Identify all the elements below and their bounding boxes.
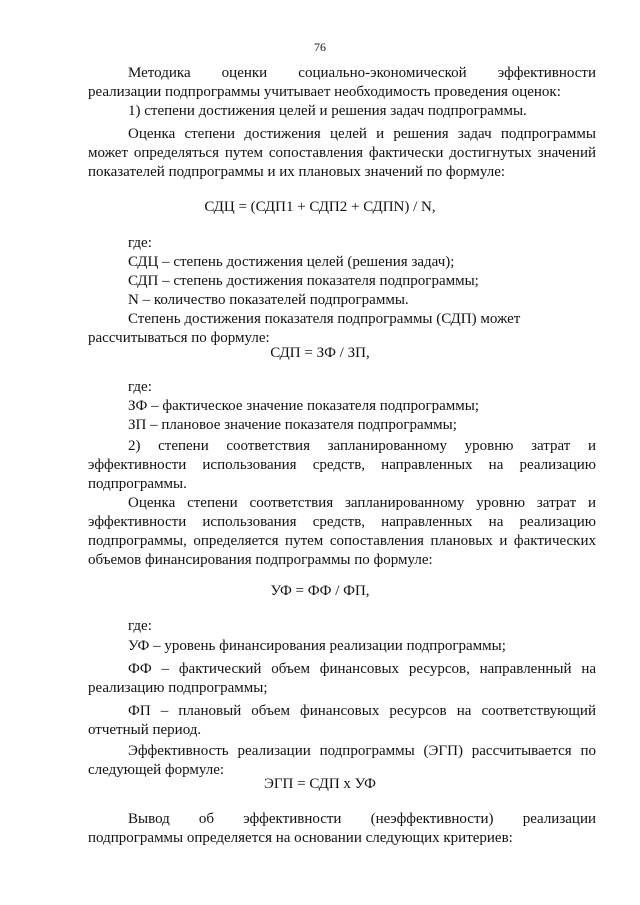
text-line: где: [128, 618, 152, 634]
text-line: подпрограммы. [88, 476, 187, 492]
formula-sdc: СДЦ = (СДП1 + СДП2 + СДПN) / N, [204, 199, 436, 215]
text-line: где: [128, 379, 152, 395]
text-line: 1) степени достижения целей и решения задач подпрограммы. [128, 103, 527, 119]
text-line: Оценка степени соответствия запланированному уровню затрат и [128, 495, 596, 511]
definition-line: ЗФ – фактическое значение показателя подпрограммы; [128, 398, 480, 414]
text-line: Вывод об эффективности (неэффективности) реализации [128, 811, 596, 827]
text-line: эффективности использования средств, направленных на реализацию [88, 457, 596, 473]
definition-line: СДЦ – степень достижения целей (решения задач); [128, 254, 455, 270]
text-line: подпрограммы, определяется путем сопоставления плановых и фактических [88, 533, 596, 549]
text-line: Эффективность реализации подпрограммы (ЭГП) рассчитывается по [128, 743, 596, 759]
text-line: где: [128, 235, 152, 251]
text-line: реализацию подпрограммы; [88, 680, 268, 696]
formula-uf: УФ = ФФ / ФП, [270, 583, 370, 599]
definition-line: ФП – плановый объем финансовых ресурсов на соответствующий [128, 703, 596, 719]
text-line: 2) степени соответствия запланированному уровню затрат и [128, 438, 596, 454]
text-line: Оценка степени достижения целей и решения задач подпрограммы [128, 126, 596, 142]
text-line: Методика оценки социально-экономической эффективности [128, 65, 596, 81]
definition-line: УФ – уровень финансирования реализации подпрограммы; [128, 638, 506, 654]
text-line: подпрограммы определяется на основании следующих критериев: [88, 830, 513, 846]
text-line: может определяться путем сопоставления фактически достигнутых значений [88, 145, 596, 161]
page-number: 76 [314, 40, 326, 54]
text-line: рассчитываться по формуле: [88, 330, 270, 346]
text-line: отчетный период. [88, 722, 202, 738]
text-line: показателей подпрограммы и их плановых значений по формуле: [88, 164, 506, 180]
text-line: следующей формуле: [88, 762, 225, 778]
text-line: объемов финансирования подпрограммы по формуле: [88, 552, 433, 568]
definition-line: ЗП – плановое значение показателя подпрограммы; [128, 417, 457, 433]
definition-line: ФФ – фактический объем финансовых ресурсов, направленный на [128, 661, 596, 677]
text-line: Степень достижения показателя подпрограммы (СДП) может [128, 311, 521, 327]
text-line: реализации подпрограммы учитывает необходимость проведения оценок: [88, 84, 561, 100]
definition-line: СДП – степень достижения показателя подпрограммы; [128, 273, 479, 289]
formula-sdp: СДП = ЗФ / ЗП, [270, 345, 370, 361]
definition-line: N – количество показателей подпрограммы. [128, 292, 409, 308]
formula-egp: ЭГП = СДП х УФ [263, 776, 377, 792]
text-line: эффективности использования средств, направленных на реализацию [88, 514, 596, 530]
